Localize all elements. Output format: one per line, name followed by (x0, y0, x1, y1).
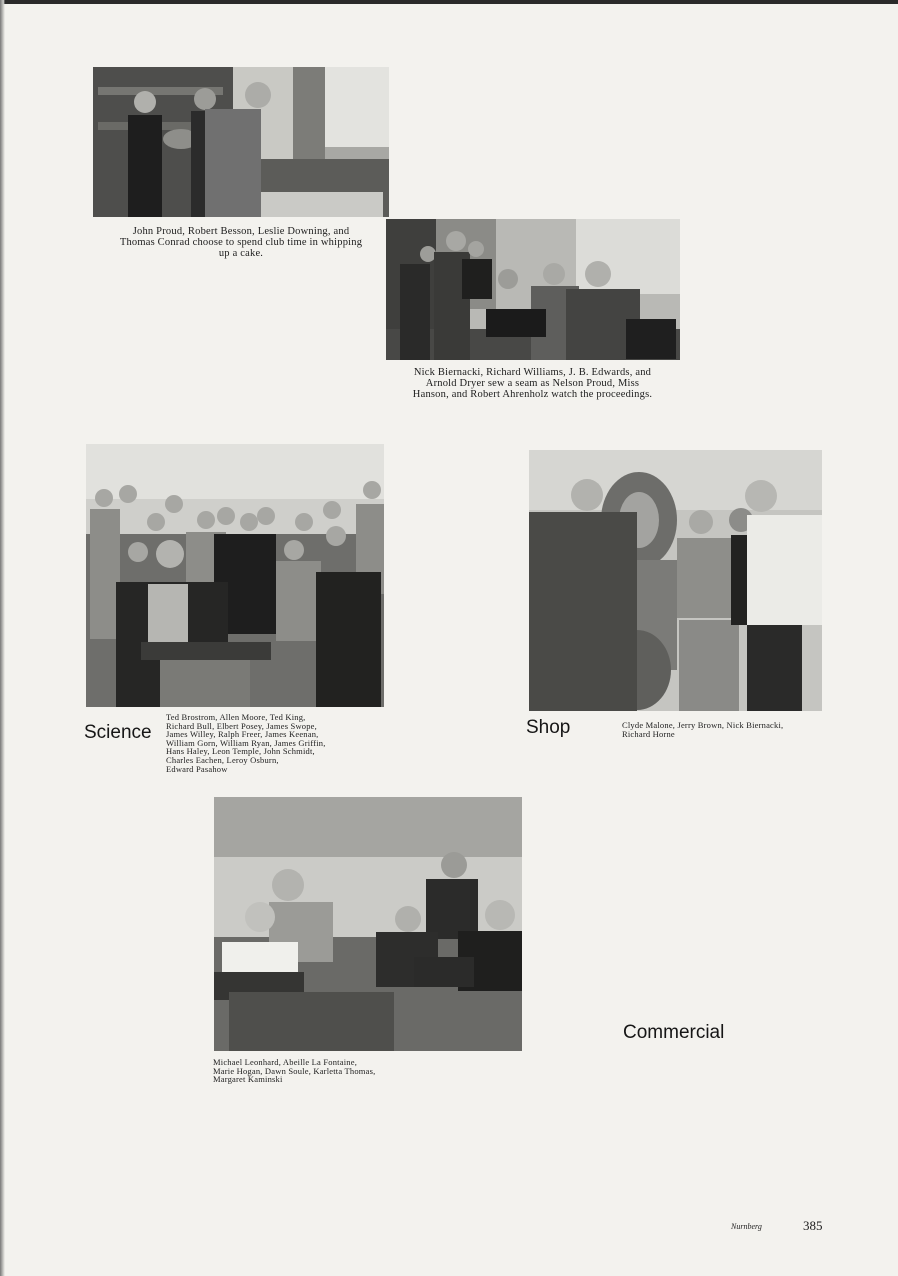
page-edge-left (0, 0, 5, 1276)
page-edge-top (0, 0, 898, 4)
commercial-club-photo (214, 797, 522, 1051)
book-title-footer: Nurnberg (731, 1222, 762, 1231)
caption-line: Arnold Dryer sew a seam as Nelson Proud, Miss (425, 378, 640, 389)
caption-line: Michael Leonhard, Abeille La Fontaine, (213, 1057, 358, 1067)
caption-line: Nick Biernacki, Richard Williams, J. B. Edwards, and (413, 367, 652, 378)
shop-club-photo (529, 450, 822, 711)
page-number: 385 (803, 1218, 823, 1233)
caption-line: Edward Pasahow (166, 763, 228, 774)
cake-club-photo (93, 67, 389, 217)
caption-line: up a cake. (218, 248, 264, 259)
cake-caption (93, 226, 389, 259)
caption-line: Hans Haley, Leon Temple, John Schmidt, (166, 746, 315, 757)
shop-caption (622, 721, 852, 738)
caption-line: Richard Bull, Elbert Posey, James Swope, (166, 720, 317, 731)
caption-line: Richard Horne (622, 728, 675, 739)
caption-line: Charles Eachen, Leroy Osburn, (166, 754, 279, 765)
caption-line: Marie Hogan, Dawn Soule, Karletta Thomas, (213, 1065, 376, 1076)
caption-line: William Gorn, William Ryan, James Griffin, (166, 737, 326, 748)
caption-line: Ted Brostrom, Allen Moore, Ted King, (166, 712, 306, 722)
sewing-caption (370, 367, 695, 400)
caption-line: James Willey, Ralph Freer, James Keenan, (166, 729, 319, 740)
shop-title: Shop (526, 717, 571, 738)
sewing-club-photo (386, 219, 680, 360)
science-club-photo (86, 444, 384, 707)
science-caption (166, 713, 396, 773)
caption-line: Thomas Conrad choose to spend club time in whipping (119, 237, 363, 248)
science-title: Science (84, 722, 152, 743)
commercial-title: Commercial (623, 1022, 725, 1043)
caption-line: Margaret Kaminski (213, 1074, 283, 1085)
caption-line: Clyde Malone, Jerry Brown, Nick Biernacki, (622, 720, 784, 730)
caption-line: John Proud, Robert Besson, Leslie Downing, and (132, 226, 350, 237)
caption-line: Hanson, and Robert Ahrenholz watch the proceedings. (412, 389, 653, 400)
commercial-caption (213, 1058, 473, 1084)
